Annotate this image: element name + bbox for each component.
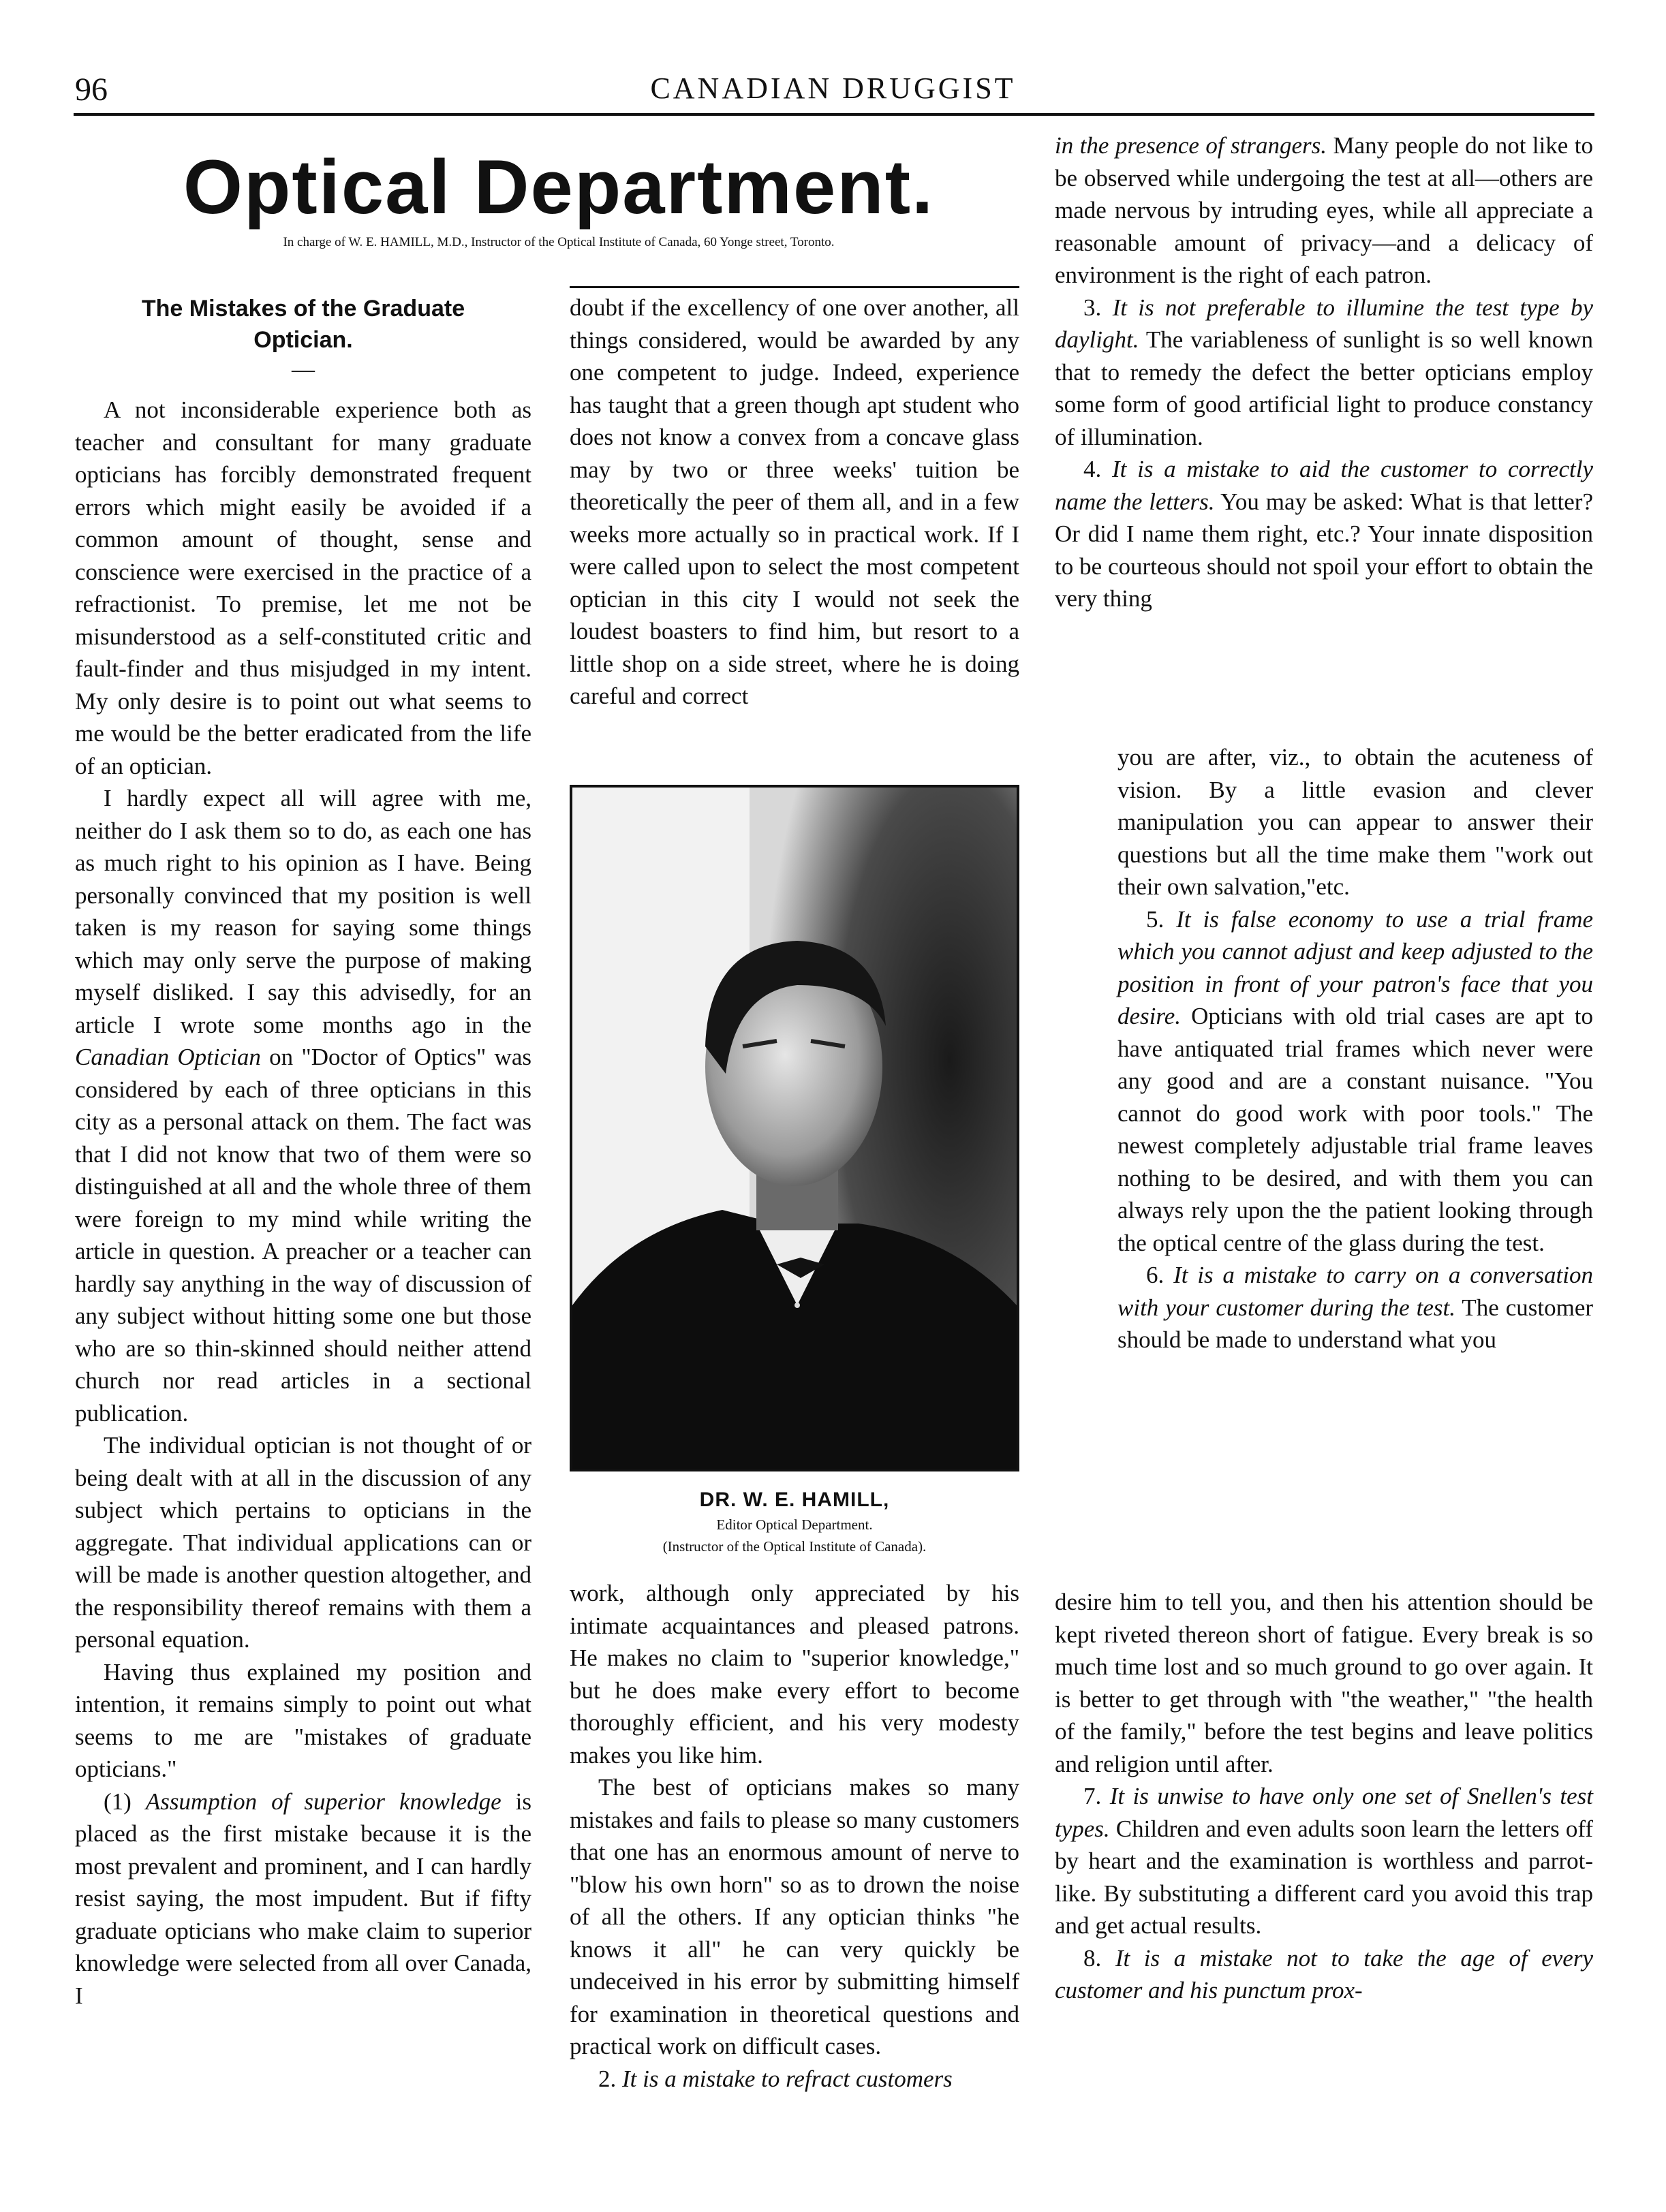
paragraph: 3. It is not preferable to illumine the test type by daylight. The variableness of sunlight is so well known that to remedy the defect the better opticians employ some form of good artificial light to produce constancy of illumination. [1055,294,1593,450]
paragraph: The best of opticians makes so many mistakes and fails to please so many customers that one has an enormous amount of nerve to "blow his own horn" so as to drown the noise of all the others. If any optician thinks "he knows it all" he can very quickly be undeceived in his error by submitting himself for examination in theoretical questions and practical work on difficult cases. [570,1774,1019,2059]
paragraph: 5. It is false economy to use a trial frame which you cannot adjust and keep adjusted to the position in front of your patron's face that you desire. Opticians with old trial cases are apt to have antiquated trial frames which never were any good and are a constant nuisance. "You cannot do good work with poor tools." The newest completely adjustable trial frame leaves nothing to be desired, and with them you can always rely upon the the patient looking through the optical centre of the glass during the test. [1117,905,1593,1256]
paragraph: you are after, viz., to obtain the acuteness of vision. By a little evasion and clever manipulation you can appear to answer their questions but all the time make them "work out their own salvation,"etc. [1117,744,1593,900]
paragraph: Having thus explained my position and intention, it remains simply to point out what seems to me are "mistakes of graduate opticians." [75,1658,531,1782]
column-3-top [1055,129,1593,615]
column-1 [75,293,531,2012]
photo-caption-role: Editor Optical Department. [716,1516,873,1533]
paragraph: work, although only appreciated by his intimate acquaintances and pleased patrons. He makes no claim to "superior knowledge," but he does make every effort to become thoroughly efficient, and his very modesty makes you like him. [570,1580,1019,1769]
column-2-top [570,292,1019,713]
running-head: CANADIAN DRUGGIST [650,72,1016,105]
department-rule [570,286,1019,288]
paragraph: 8. It is a mistake not to take the age of every customer and his punctum prox- [1055,1944,1593,2004]
header-rule [74,113,1594,116]
article-title-line-2: Optician. [253,327,353,353]
article-title-line-1: The Mistakes of the Graduate [141,296,465,322]
paragraph: desire him to tell you, and then his attention should be kept riveted thereon short of fatigue. Every break is so much time lost and so much ground to go over again. It is better to get through with "the weather," "the health of the family," before the test begins and leave politics and religion until after. [1055,1589,1593,1777]
paragraph: 2. It is a mistake to refract customers [598,2065,953,2092]
column-3-narrow [1117,741,1593,1356]
paragraph: (1) Assumption of superior knowledge is placed as the first mistake because it is the most prevalent and prominent, and I can hardly resist saying, the most impudent. But if fifty graduate opticians who make claim to superior knowledge were selected from all over Canada, I [75,1788,531,2009]
photo-caption-institution: (Instructor of the Optical Institute of Canada). [662,1538,927,1555]
paragraph: A not inconsiderable experience both as teacher and consultant for many graduate opticians has forcibly demonstrated frequent errors which might easily be avoided if a common amount of thought, sense and conscience were exercised in the practice of a refractionist. To premise, let me not be misunderstood as a self-constituted critic and fault-finder and thus misjudged in my intent. My only desire is to point out what seems to me would be the better eradicated from the life of an optician. [75,396,531,779]
department-title: Optical Department. [183,144,935,230]
paragraph: 7. It is unwise to have only one set of Snellen's test types. Children and even adults soon learn the letters off by heart and the examination is worthless and parrot-like. By substituting a different card you avoid this trap and get actual results. [1055,1783,1594,1939]
paragraph: 6. It is a mistake to carry on a conversation with your customer during the test. The customer should be made to understand what you [1117,1262,1594,1353]
title-dash: — [292,357,315,382]
department-subtitle: In charge of W. E. HAMILL, M.D., Instructor of the Optical Institute of Canada, 60 Yonge street, Toronto. [283,235,835,249]
paragraph: I hardly expect all will agree with me, neither do I ask them so to do, as each one has as much right to his opinion as I have. Being personally convinced that my position is well taken is my reason for saying some things which may only serve the purpose of making myself disliked. I say this advisedly, for an article I wrote some months ago in the Canadian Optician on "Doctor of Optics" was considered by each of three opticians in this city as a personal attack on them. The fact was that I did not know that two of them were so distinguished at all and the whole three of them were foreign to my mind while writing the article in question. A preacher or a teacher can hardly say anything in the way of discussion of any subject without hitting some one but those who are so thin-skinned should neither attend church nor read articles in a sectional publication. [75,785,531,1427]
portrait-photo [570,785,1019,1471]
paragraph: doubt if the excellency of one over another, all things considered, would be awarded by any one competent to judge. Indeed, experience has taught that a green though apt student who does not know a convex from a concave glass may by two or three weeks' tuition be theoretically the peer of them all, and in a few weeks more actually so in practical work. If I were called upon to select the most competent optician in this city I would not seek the loudest boasters to find him, but resort to a little shop on a side street, where he is doing careful and correct [570,294,1019,709]
paragraph: 4. It is a mistake to aid the customer to correctly name the letters. You may be asked: What is that letter? Or did I name them right, etc.? Your innate disposition to be courteous should not spoil your effort to obtain the very thing [1055,456,1593,612]
page-number: 96 [75,72,108,108]
paragraph: The individual optician is not thought of or being dealt with at all in the discussion of any subject which pertains to opticians in the aggregate. That individual applications can or will be made is another question altogether, and the responsibility thereof remains with them a personal equation. [75,1432,531,1653]
column-2-bottom [570,1577,1019,2095]
paragraph: in the presence of strangers. Many people do not like to be observed while undergoing the test at all—others are made nervous by intruding eyes, while all appreciate a reasonable amount of privacy—and a delicacy of environment is the right of each patron. [1055,132,1593,288]
column-3-bottom [1055,1586,1593,2007]
photo-caption-name: DR. W. E. HAMILL, [699,1489,890,1511]
